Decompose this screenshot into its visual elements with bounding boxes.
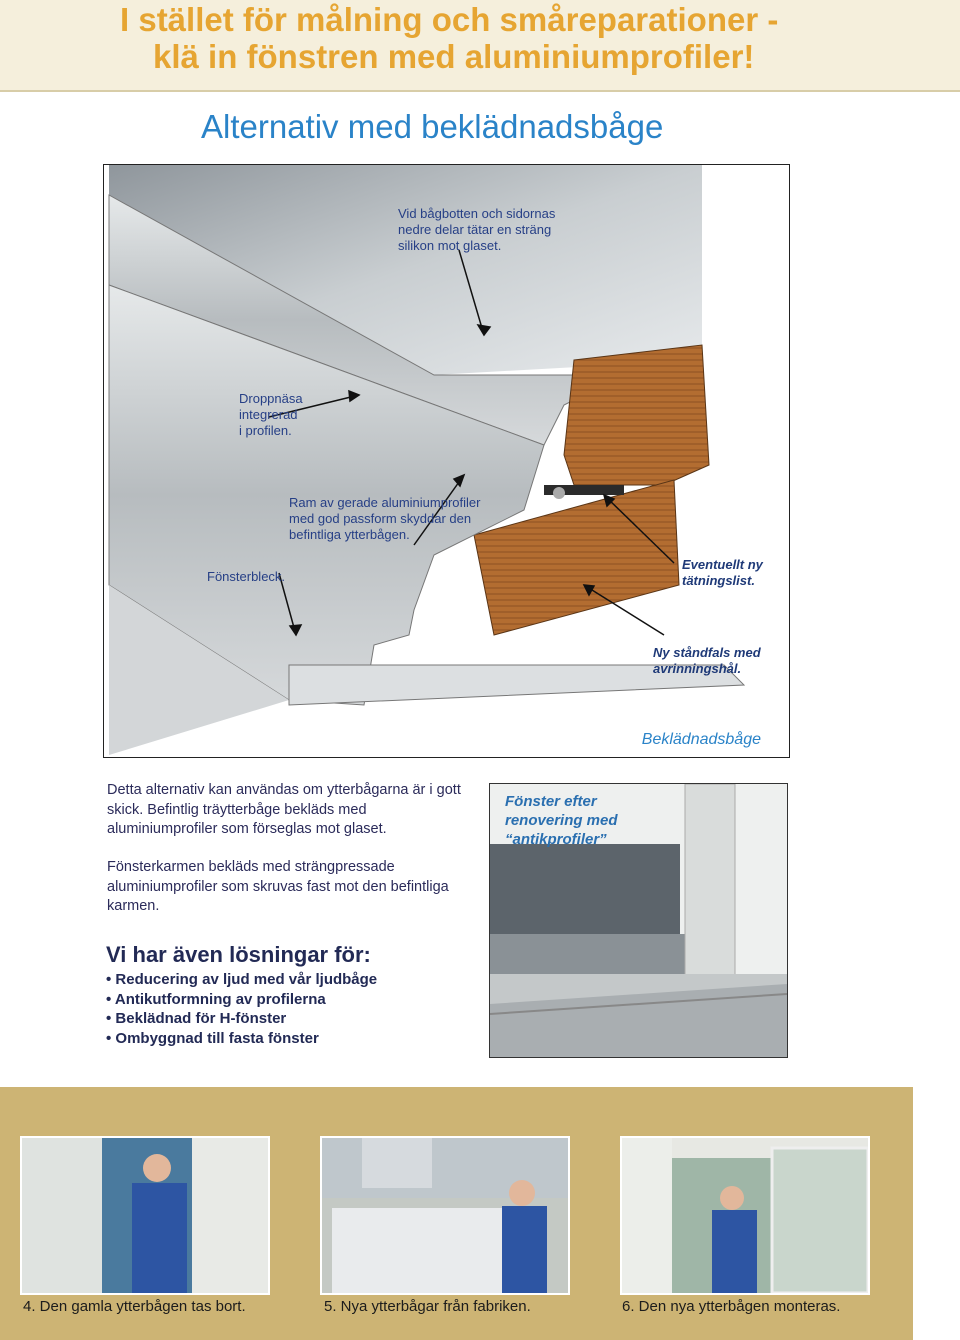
solutions-title: Vi har även lösningar för: [106, 942, 371, 967]
headline-line-1: I stället för målning och småreparationer - [120, 1, 779, 38]
callout-seal [682, 557, 763, 589]
step-4-caption: 4. Den gamla ytterbågen tas bort. [23, 1298, 246, 1315]
list-item: • Antikutformning av profilerna [106, 990, 377, 1010]
list-item: • Beklädnad för H-fönster [106, 1009, 377, 1029]
diagram-caption: Beklädnadsbåge [641, 731, 761, 748]
callout-seal-line: tätningslist. [682, 573, 755, 588]
step-5-photo [320, 1136, 570, 1295]
header-divider [0, 90, 960, 92]
cross-section-diagram [103, 164, 790, 758]
callout-drip-line: integrerad [239, 407, 298, 422]
photo-caption-line: Fönster efter [505, 793, 597, 810]
callout-sill: Fönsterbleck. [207, 569, 286, 584]
solutions-list [106, 970, 377, 1048]
section-subtitle: Alternativ med beklädnadsbåge [201, 108, 664, 145]
wooden-sash [564, 345, 709, 485]
step-4-photo [20, 1136, 270, 1295]
callout-rebate-line: avrinningshål. [653, 661, 742, 676]
renovated-window-photo [489, 783, 788, 1058]
step-6-photo [620, 1136, 870, 1295]
photo-caption [505, 792, 618, 849]
callout-rebate-line: Ny ståndfals med [653, 645, 761, 660]
screw-icon [553, 487, 565, 499]
band-edge [913, 1087, 960, 1340]
step-5-caption: 5. Nya ytterbågar från fabriken. [324, 1298, 531, 1315]
list-item: • Ombyggnad till fasta fönster [106, 1029, 377, 1049]
callout-rebate [653, 645, 761, 677]
callout-drip-line: Droppnäsa [239, 391, 303, 406]
callout-frame-line: med god passform skyddar den [289, 511, 472, 526]
body-paragraph-1: Detta alternativ kan användas om ytterbågarna är i gott skick. Befintlig träytterbåge bekläds med aluminiumprofiler som förseglas mot glaset. [107, 782, 461, 837]
photo-caption-line: renovering med [505, 812, 618, 829]
callout-frame [289, 495, 480, 543]
headline-line-2: klä in fönstren med aluminiumprofiler! [153, 38, 755, 75]
callout-silicone-line: silikon mot glaset. [398, 238, 502, 253]
callout-silicone [398, 206, 555, 254]
callout-drip [239, 391, 303, 439]
callout-drip-line: i profilen. [239, 423, 292, 438]
photo-caption-line: “antikprofiler” [505, 831, 607, 848]
callout-silicone-line: nedre delar tätar en sträng [398, 222, 552, 237]
callout-silicone-line: Vid bågbotten och sidornas [398, 206, 556, 221]
callout-seal-line: Eventuellt ny [682, 557, 763, 572]
callout-frame-line: Ram av gerade aluminiumprofiler [289, 495, 481, 510]
body-paragraph-2: Fönsterkarmen bekläds med strängpressade aluminiumprofiler som skruvas fast mot den befintliga karmen. [107, 859, 449, 914]
step-6-caption: 6. Den nya ytterbågen monteras. [622, 1298, 841, 1315]
callout-frame-line: befintliga ytterbågen. [289, 527, 410, 542]
list-item: • Reducering av ljud med vår ljudbåge [106, 970, 377, 990]
